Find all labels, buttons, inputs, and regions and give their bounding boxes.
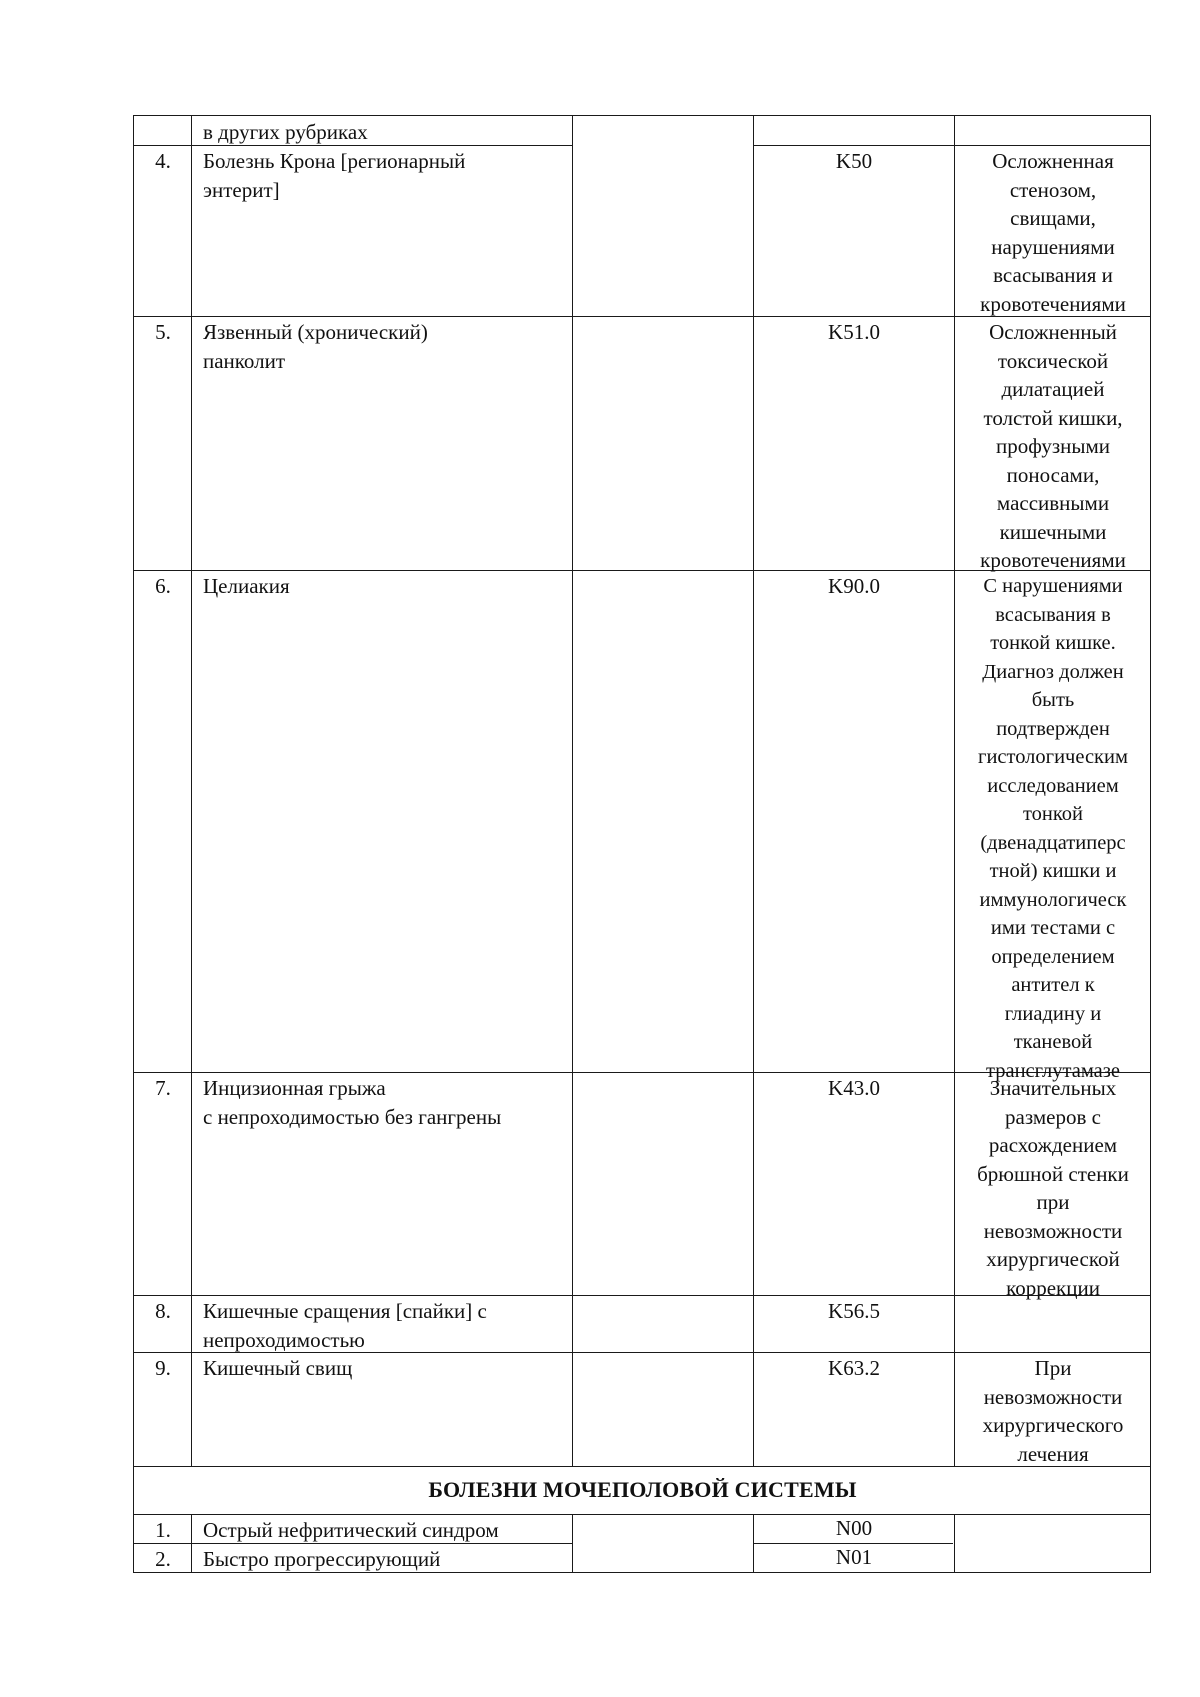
disease-name: Кишечные сращения [спайки] с непроходимостью bbox=[203, 1299, 487, 1352]
disease-name: Быстро прогрессирующий bbox=[203, 1547, 441, 1571]
table-rule bbox=[1150, 115, 1151, 1466]
icd-code: K51.0 bbox=[828, 320, 880, 344]
condition-note: Осложненный токсической дилатацией толстой кишки, профузными поносами, массивными кишечными кровотечениями bbox=[980, 320, 1126, 572]
icd-code: K90.0 bbox=[828, 574, 880, 598]
table-rule bbox=[1150, 1514, 1151, 1573]
row-number: 4. bbox=[155, 149, 171, 173]
row-number: 5. bbox=[155, 320, 171, 344]
condition-note: С нарушениями всасывания в тонкой кишке. Диагноз должен быть подтвержден гистологическим исследованием тонкой (двенадцатиперс тной) кишки и иммунологическ ими тестами с определением антител к глиадину и тканевой трансглутамазе bbox=[978, 575, 1128, 1082]
table-rule bbox=[1150, 1466, 1151, 1514]
condition-note: Значительных размеров с расхождением брюшной стенки при невозможности хирургической коррекции bbox=[977, 1076, 1129, 1300]
row-number: 7. bbox=[155, 1076, 171, 1100]
table-rule bbox=[954, 1514, 955, 1573]
icd-code: K50 bbox=[835, 149, 873, 173]
icd-code: N00 bbox=[835, 1516, 873, 1540]
row-number: 8. bbox=[155, 1299, 171, 1323]
table-rule bbox=[572, 115, 573, 1466]
table-rule bbox=[191, 1514, 192, 1573]
disease-name: Болезнь Крона [регионарный энтерит] bbox=[203, 149, 466, 202]
row-number: 6. bbox=[155, 574, 171, 598]
row-number: 2. bbox=[155, 1547, 171, 1571]
table-rule bbox=[191, 115, 192, 1466]
disease-name: Целиакия bbox=[203, 574, 290, 598]
icd-code: K43.0 bbox=[828, 1076, 880, 1100]
table-rule bbox=[133, 115, 1151, 116]
disease-name: Инцизионная грыжа с непроходимостью без гангрены bbox=[203, 1076, 502, 1129]
icd-code: K56.5 bbox=[828, 1299, 880, 1323]
condition-note: При невозможности хирургического лечения bbox=[982, 1356, 1124, 1466]
icd-code: K63.2 bbox=[828, 1356, 880, 1380]
condition-note: Осложненная стенозом, свищами, нарушениями всасывания и кровотечениями bbox=[980, 149, 1126, 316]
continuation-text: в других рубриках bbox=[203, 120, 368, 144]
disease-name: Язвенный (хронический) панколит bbox=[203, 320, 428, 373]
table-rule bbox=[572, 1514, 573, 1573]
icd-code: N01 bbox=[835, 1545, 873, 1569]
section-title: БОЛЕЗНИ МОЧЕПОЛОВОЙ СИСТЕМЫ bbox=[428, 1477, 857, 1502]
disease-name: Острый нефритический синдром bbox=[203, 1518, 499, 1542]
row-number: 9. bbox=[155, 1356, 171, 1380]
row-number: 1. bbox=[155, 1518, 171, 1542]
disease-name: Кишечный свищ bbox=[203, 1356, 353, 1380]
